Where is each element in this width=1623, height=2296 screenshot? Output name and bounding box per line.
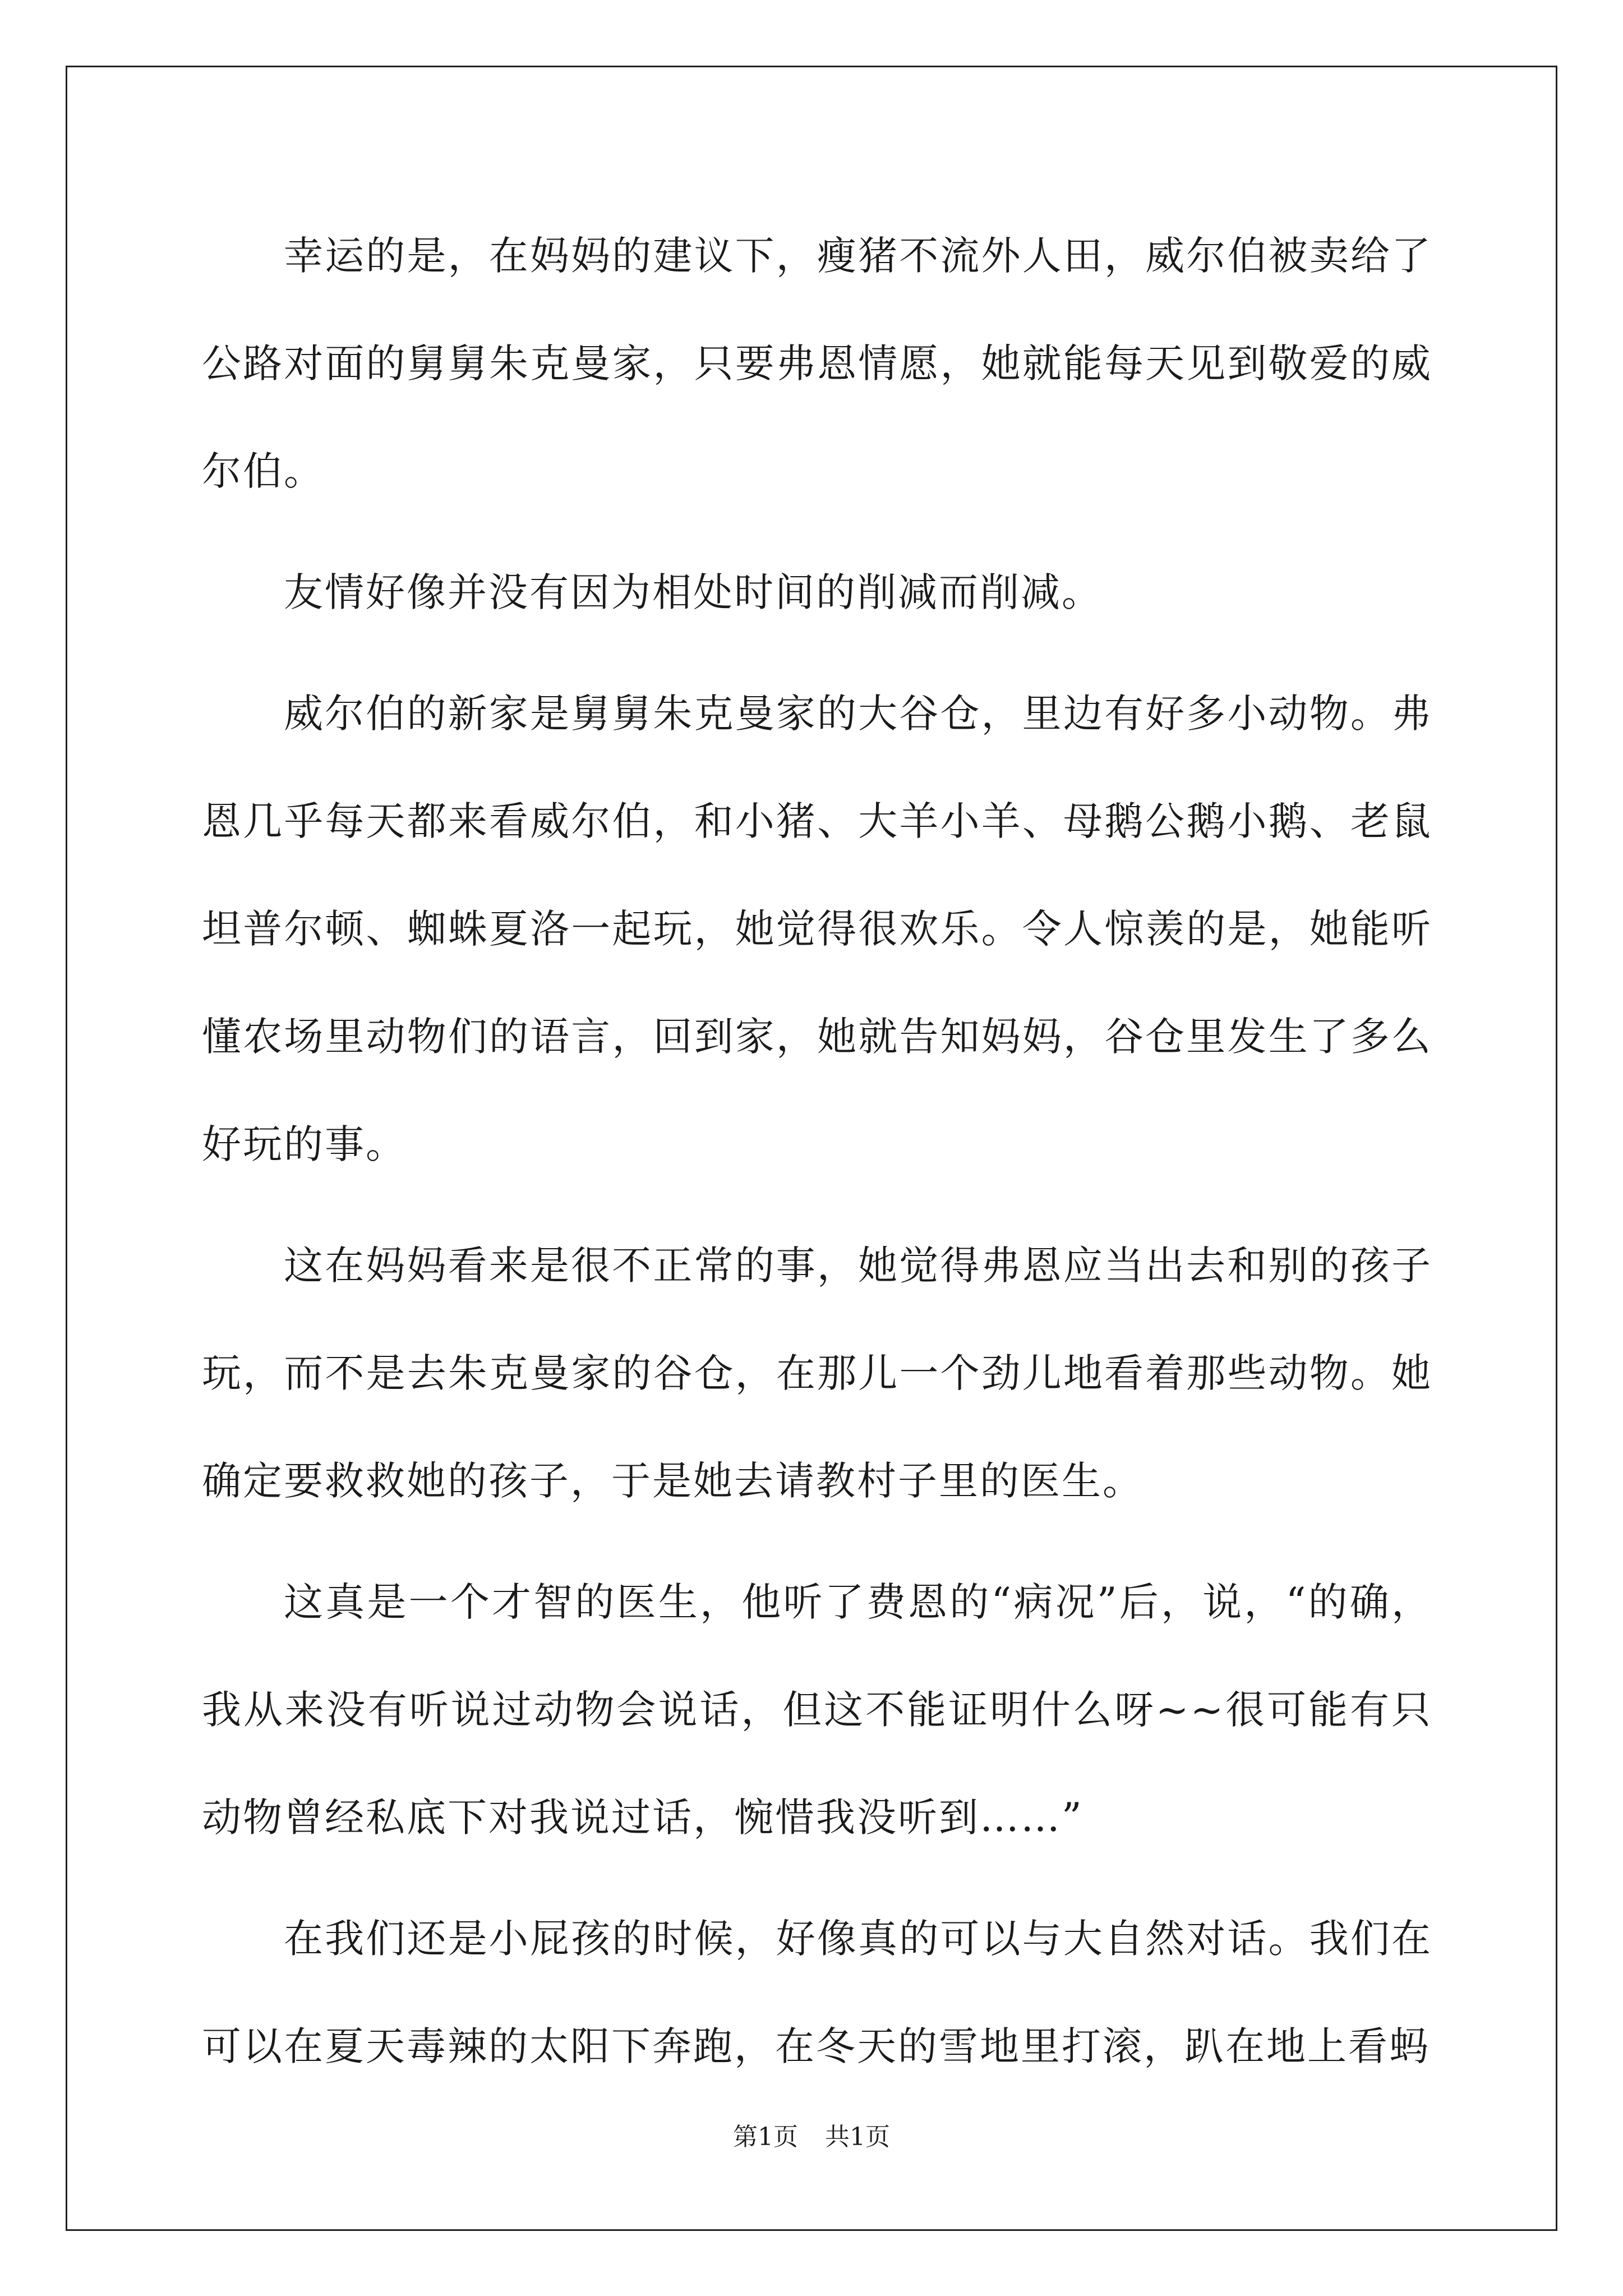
page-number: 第1页	[733, 2123, 798, 2151]
page-footer	[0, 2120, 1623, 2154]
paragraph-6: 在我们还是小屁孩的时候，好像真的可以与大自然对话。我们在可以在夏天毒辣的太阳下奔跑，在冬天的雪地里打滚，趴在地上看蚂	[202, 1916, 1432, 2069]
paragraph-2: 友情好像并没有因为相处时间的削减而削减。	[284, 569, 1103, 615]
paragraph-4: 这在妈妈看来是很不正常的事，她觉得弗恩应当出去和别的孩子玩，而不是去朱克曼家的谷仓，在那儿一个劲儿地看着那些动物。她确定要救救她的孩子，于是她去请教村子里的医生。	[202, 1243, 1432, 1504]
paragraph-5: 这真是一个才智的医生，他听了费恩的“病况”后，说，“的确，我从来没有听说过动物会说话，但这不能证明什么呀~~很可能有只动物曾经私底下对我说过话，惋惜我没听到……”	[202, 1579, 1432, 1841]
document-body	[202, 202, 1432, 2114]
paragraph-3: 威尔伯的新家是舅舅朱克曼家的大谷仓，里边有好多小动物。弗恩几乎每天都来看威尔伯，和小猪、大羊小羊、母鹅公鹅小鹅、老鼠坦普尔顿、蜘蛛夏洛一起玩，她觉得很欢乐。令人惊羡的是，她能听懂农场里动物们的语言，回到家，她就告知妈妈，谷仓里发生了多么好玩的事。	[202, 691, 1432, 1167]
page-total: 共1页	[825, 2123, 890, 2151]
paragraph-1: 幸运的是，在妈妈的建议下，瘦猪不流外人田，威尔伯被卖给了公路对面的舅舅朱克曼家，只要弗恩情愿，她就能每天见到敬爱的威尔伯。	[202, 233, 1432, 494]
